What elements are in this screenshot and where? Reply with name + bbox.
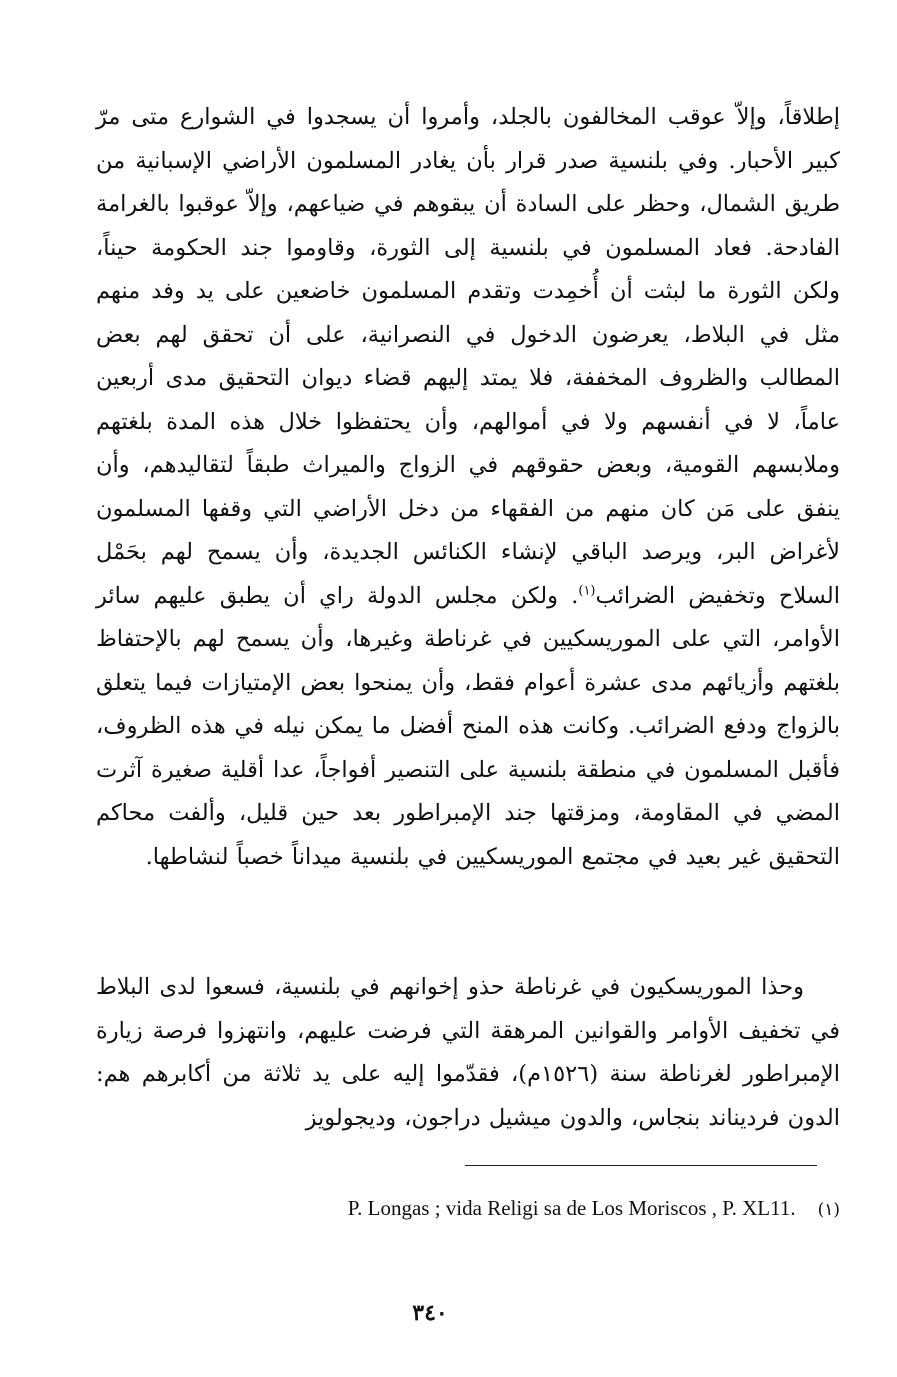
footnote-text: P. Longas ; vida Religi sa de Los Moriscos , P. XL11. xyxy=(347,1196,796,1220)
paragraph-text: . ولكن مجلس الدولة راي أن يطبق عليهم سائر الأوامر، التي على الموريسكيين في غرناطة وغيرها، وأن يسمح لهم بالإحتفاظ بلغتهم وأزيائهم مدى عشرة أعوام فقط، وأن يمنحوا بعض الإمتيازات فيما يتعلق بالزواج ودفع الضرائب. وكانت هذه المنح أفضل ما يمكن نيله في هذه الظروف، فأقبل المسلمون في منطقة بلنسية على التنصير أفواجاً، عدا أقلية صغيرة آثرت المضي في المقاومة، ومزقتها جند الإمبراطور بعد حين قليل، وألفت محاكم التحقيق غير بعيد في مجتمع الموريسكيين في بلنسية ميداناً خصباً لنشاطها. xyxy=(96,582,840,870)
footnote xyxy=(200,1193,840,1225)
body-paragraph xyxy=(96,96,840,879)
body-paragraph: وحذا الموريسكيون في غرناطة حذو إخوانهم في بلنسية، فسعوا لدى البلاط في تخفيف الأوامر والقوانين المرهقة التي فرضت عليهم، وانتهزوا فرصة زيارة الإمبراطور لغرناطة سنة (١٥٢٦م)، فقدّموا إليه على يد ثلاثة من أكابرهم هم: الدون فرديناند بنجاس، والدون ميشيل دراجون، وديجولويز xyxy=(96,974,841,1131)
page-number: ٣٤٠ xyxy=(412,1300,448,1326)
footnote-divider xyxy=(465,1165,817,1166)
paragraph-text: إطلاقاً، وإلاّ عوقب المخالفون بالجلد، وأمروا أن يسجدوا في الشوارع متى مرّ كبير الأحبار. وفي بلنسية صدر قرار بأن يغادر المسلمون الأراضي الإسبانية من طريق الشمال، وحظر على السادة أن يبقوهم في ضياعهم، وإلاّ عوقبوا بالغرامة الفادحة. فعاد المسلمون في بلنسية إلى الثورة، وقاوموا جند الحكومة حيناً، ولكن الثورة ما لبثت أن أُخمِدت وتقدم المسلمون خاضعين على يد وفد منهم مثل في البلاط، يعرضون الدخول في النصرانية، على أن تحقق لهم بعض المطالب والظروف المخففة، فلا يمتد إليهم قضاء ديوان التحقيق مدى أربعين عاماً، لا في أنفسهم ولا في أموالهم، وأن يحتفظوا خلال هذه المدة بلغتهم وملابسهم القومية، وبعض حقوقهم في الزواج والميراث طبقاً لتقاليدهم، وأن ينفق على مَن كان منهم من الفقهاء من دخل الأراضي التي وقفها المسلمون لأغراض البر، ويرصد الباقي لإنشاء الكنائس الجديدة، وأن يسمح لهم بحَمْل السلاح وتخفيض الضرائب xyxy=(96,104,840,609)
footnote-reference: (١) xyxy=(578,583,596,598)
footnote-mark: (١) xyxy=(817,1200,840,1220)
